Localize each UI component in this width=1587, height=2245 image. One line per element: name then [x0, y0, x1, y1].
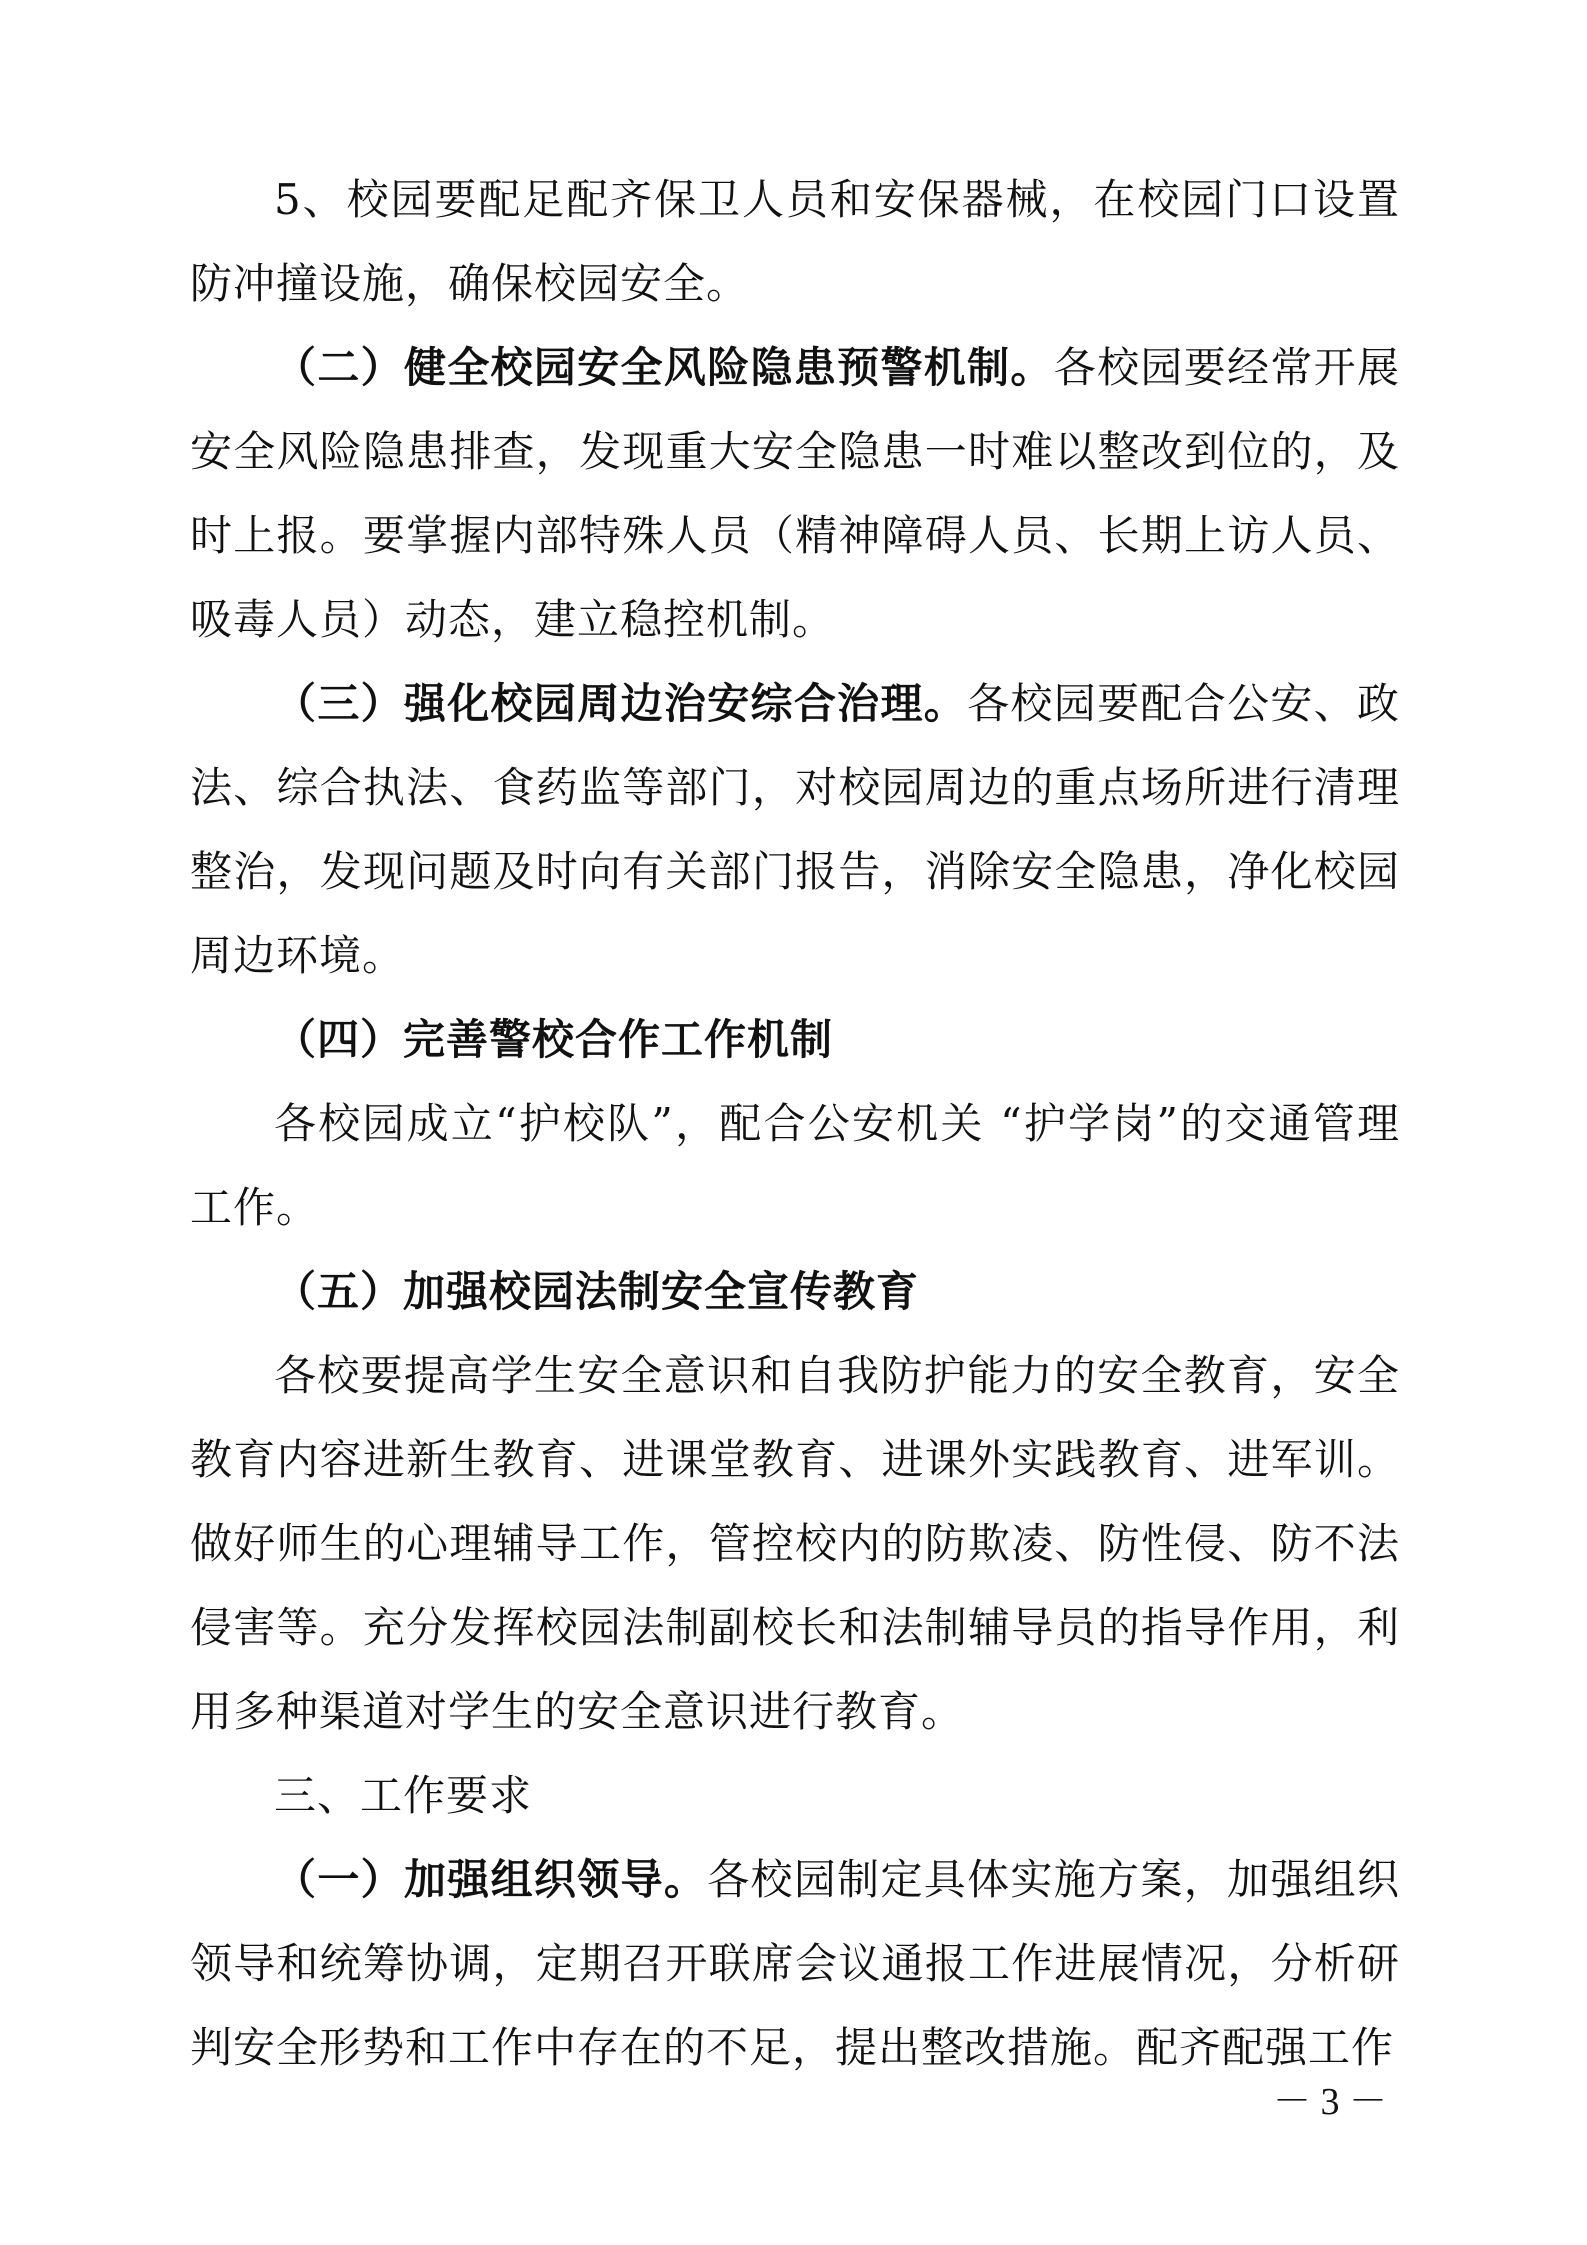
paragraph-lead: （三）强化校园周边治安综合治理。 [274, 679, 968, 728]
paragraph-body: 各校园制定具体实施方案，加强组织领导和统筹协调，定期召开联席会议通报工作进展情况，分析研判安全形势和工作中存在的不足，提出整改措施。配齐配强工作 [190, 1855, 1400, 2072]
paragraph-lead: （一）加强组织领导。 [274, 1855, 708, 1904]
paragraph-safety-education [190, 1334, 1400, 1754]
paragraph-text: 各校要提高学生安全意识和自我防护能力的安全教育，安全教育内容进新生教育、进课堂教育、进课外实践教育、进军训。做好师生的心理辅导工作，管控校内的防欺凌、防性侵、防不法侵害等。充分发挥校园法制副校长和法制辅导员的指导作用，利用多种渠道对学生的安全意识进行教育。 [190, 1351, 1400, 1736]
paragraph-risk-warning [190, 326, 1400, 662]
paragraph-body: 各校园要经常开展安全风险隐患排查，发现重大安全隐患一时难以整改到位的，及时上报。要掌握内部特殊人员（精神障碍人员、长期上访人员、吸毒人员）动态，建立稳控机制。 [190, 343, 1400, 644]
paragraph-organization [190, 1838, 1400, 2090]
paragraph-text: 各校园成立“护校队”，配合公安机关 “护学岗”的交通管理工作。 [190, 1099, 1400, 1232]
subheading-police-school: （四）完善警校合作工作机制 [274, 1015, 834, 1064]
paragraph-body: 各校园要配合公安、政法、综合执法、食药监等部门，对校园周边的重点场所进行清理整治，发现问题及时向有关部门报告，消除安全隐患，净化校园周边环境。 [190, 679, 1400, 980]
section-heading-requirements: 三、工作要求 [274, 1771, 533, 1820]
paragraph-security-staff [190, 158, 1400, 326]
document-page [190, 158, 1400, 2090]
paragraph-surroundings [190, 662, 1400, 998]
page-number: － 3 － [1272, 2081, 1387, 2123]
paragraph-text: 5、校园要配足配齐保卫人员和安保器械，在校园门口设置防冲撞设施，确保校园安全。 [190, 175, 1400, 308]
paragraph-guard-team [190, 1082, 1400, 1250]
paragraph-lead: （二）健全校园安全风险隐患预警机制。 [274, 343, 1054, 392]
subheading-legal-education: （五）加强校园法制安全宣传教育 [274, 1267, 920, 1316]
